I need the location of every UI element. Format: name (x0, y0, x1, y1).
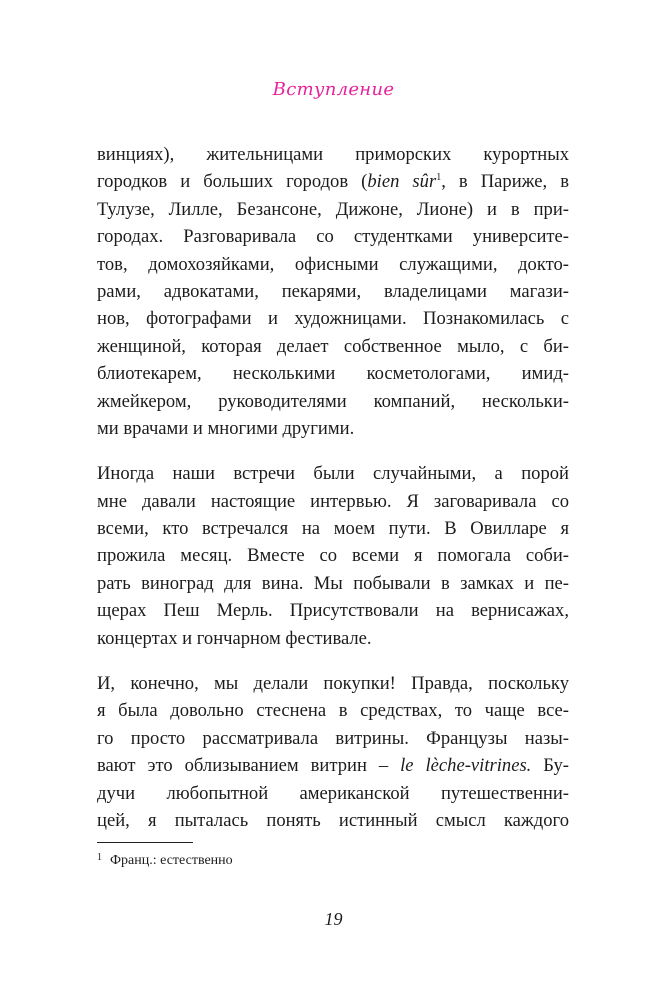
running-title: Вступление (272, 79, 395, 100)
text-line: городах. Разговаривала со студентками университе- (97, 226, 569, 248)
page-number: 19 (324, 909, 343, 929)
text-line: тов, домохозяйками, офисными служащими, докто- (97, 253, 569, 275)
footnote-marker: 1 (436, 172, 442, 184)
text-line: щерах Пеш Мерль. Присутствовали на вернисажах, (97, 600, 569, 622)
text-line: блиотекарем, несколькими косметологами, имид- (97, 363, 569, 385)
text-line (97, 168, 569, 195)
text-line: я была довольно стеснена в средствах, то чаще все- (97, 700, 569, 722)
text-line: рами, адвокатами, пекарями, владелицами магази- (97, 280, 569, 302)
footnote-rule (97, 842, 193, 843)
text-line: рать виноград для вина. Мы побывали в замках и пе- (97, 572, 569, 594)
text-line: всеми, кто встречался на моем пути. В Овилларе я (97, 518, 569, 540)
text-line: концертах и гончарном фестивале. (97, 627, 372, 649)
foreign-term: bien sûr (367, 171, 437, 193)
text-segment: , в Париже, в (441, 171, 569, 193)
paragraph-gap (97, 442, 569, 460)
text-line: Иногда наши встречи были случайными, а порой (97, 463, 569, 485)
text-segment: Бу- (531, 755, 569, 777)
text-line: цей, я пыталась понять истинный смысл каждого (97, 809, 569, 831)
text-line: нов, фотографами и художницами. Познакомилась с (97, 308, 569, 330)
paragraph-gap (97, 652, 569, 670)
text-line: И, конечно, мы делали покупки! Правда, поскольку (97, 673, 569, 695)
text-line: мне давали настоящие интервью. Я заговаривала со (97, 490, 569, 512)
body-text (97, 141, 569, 834)
footnote-number: 1 (97, 852, 102, 863)
text-line: жмейкером, руководителями компаний, нескольки- (97, 390, 569, 412)
text-line (97, 752, 569, 779)
text-line: женщиной, которая делает собственное мыло, с би- (97, 335, 569, 357)
text-line: Тулузе, Лилле, Безансоне, Дижоне, Лионе) и в при- (97, 198, 569, 220)
text-line: прожила месяц. Вместе со всеми я помогала соби- (97, 545, 569, 567)
text-segment: вают это облизыванием витрин – (97, 755, 401, 777)
footnote (97, 849, 233, 870)
text-line: го просто рассматривала витрины. Французы назы- (97, 727, 569, 749)
text-segment: городков и больших городов ( (97, 171, 368, 193)
footnote-text: Франц.: естественно (110, 853, 233, 868)
text-line: винциях), жительницами приморских курортных (97, 144, 569, 165)
foreign-term: le lèche-vitrines. (400, 755, 532, 777)
text-line: ми врачами и многими другими. (97, 417, 355, 439)
text-line: дучи любопытной американской путешественни- (97, 782, 569, 804)
